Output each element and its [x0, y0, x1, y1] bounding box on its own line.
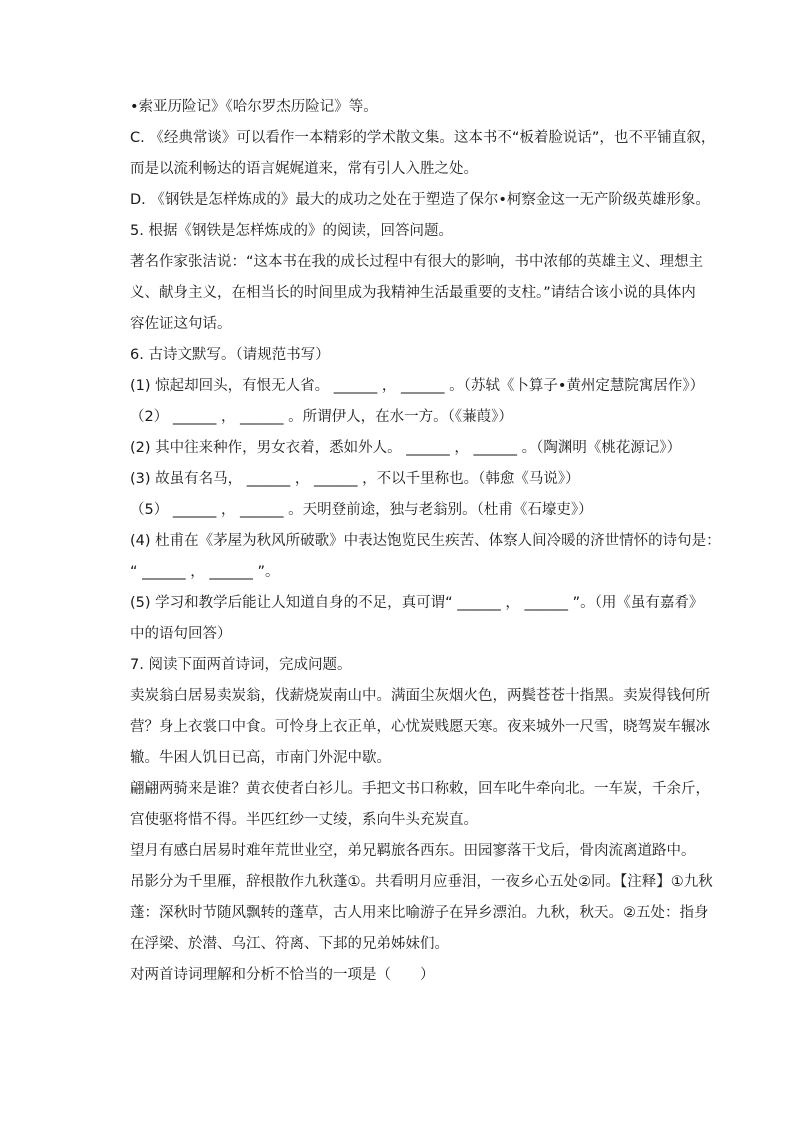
fill-blank-item: (3) 故虽有名马， ______ ， ______ ，不以千里称也。（韩愈《马说》）	[130, 471, 580, 487]
text-line: 中的语句回答）	[130, 626, 232, 642]
fill-blank-item: (2) 其中往来种作，男女衣着，悉如外人。 ______ ， ______ 。（陶渊明《桃花源记》）	[130, 440, 682, 456]
fill-blank-item: (4) 杜甫在《茅屋为秋风所破歌》中表达饱览民生疾苦、体察人间冷暖的济世情怀的诗句是：	[130, 533, 721, 549]
fill-blank-item: （5） ______ ， ______ 。天明登前途，独与老翁别。（杜甫《石壕吏》）	[130, 502, 593, 518]
poem-line: 营？身上衣裳口中食。可怜身上衣正单，心忧炭贱愿天寒。夜来城外一尺雪，晓驾炭车辗冰	[130, 719, 710, 735]
poem-line: 辙。牛困人饥日已高，市南门外泥中歇。	[130, 750, 391, 766]
poem-line: 翩翩两骑来是谁？黄衣使者白衫儿。手把文书口称敕，回车叱牛牵向北。一车炭，千余斤，	[130, 781, 710, 797]
option-c: C. 《经典常谈》可以看作一本精彩的学术散文集。这本书不“板着脸说话”，也不平铺直叙，	[130, 130, 716, 146]
fill-blank-item: “ ______ ， ______ ”。	[130, 564, 280, 580]
question-6: 6. 古诗文默写。（请规范书写）	[130, 347, 330, 363]
poem-line: 卖炭翁白居易卖炭翁，伐薪烧炭南山中。满面尘灰烟火色，两鬓苍苍十指黑。卖炭得钱何所	[130, 688, 710, 704]
poem-line: 望月有感白居易时难年荒世业空，弟兄羁旅各西东。田园寥落干戈后，骨肉流离道路中。	[130, 843, 696, 859]
document-page	[130, 96, 721, 995]
text-line: 而是以流利畅达的语言娓娓道来，常有引人入胜之处。	[130, 161, 478, 177]
annotation-line: 在浮梁、於潜、乌江、符离、下邽的兄弟姊妹们。	[130, 936, 449, 952]
text-line: 义、献身主义，在相当长的时间里成为我精神生活最重要的支柱。”请结合该小说的具体内	[130, 285, 696, 301]
poem-line: 吊影分为千里雁，辞根散作九秋蓬①。共看明月应垂泪，一夜乡心五处②同。【注释】①九秋	[130, 874, 713, 890]
text-line: 容佐证这句话。	[130, 316, 232, 332]
text-line: 著名作家张洁说：“这本书在我的成长过程中有很大的影响，书中浓郁的英雄主义、理想主	[130, 254, 704, 270]
annotation-line: 蓬：深秋时节随风飘转的蓬草，古人用来比喻游子在异乡漂泊。九秋，秋天。②五处：指身	[130, 905, 709, 921]
fill-blank-item: (5) 学习和教学后能让人知道自身的不足，真可谓“ ______ ， ______ ”。（用《虽有嘉肴》	[130, 595, 704, 611]
question-5: 5. 根据《钢铁是怎样炼成的》的阅读，回答问题。	[130, 223, 453, 239]
question-7: 7. 阅读下面两首诗词，完成问题。	[130, 657, 352, 673]
poem-line: 宫使驱将惜不得。半匹红纱一丈绫，系向牛头充炭直。	[130, 812, 478, 828]
question-prompt: 对两首诗词理解和分析不恰当的一项是（ ）	[130, 967, 435, 983]
option-d: D. 《钢铁是怎样炼成的》最大的成功之处在于塑造了保尔•柯察金这一无产阶级英雄形象。	[130, 192, 710, 208]
fill-blank-item: (1) 惊起却回头，有恨无人省。 ______ ， ______ 。（苏轼《卜算子•黄州定慧院寓居作》）	[130, 378, 705, 394]
fill-blank-item: （2） ______ ， ______ 。所谓伊人，在水一方。（《蒹葭》）	[130, 409, 513, 425]
text-line: •索亚历险记》《哈尔罗杰历险记》等。	[130, 99, 378, 115]
